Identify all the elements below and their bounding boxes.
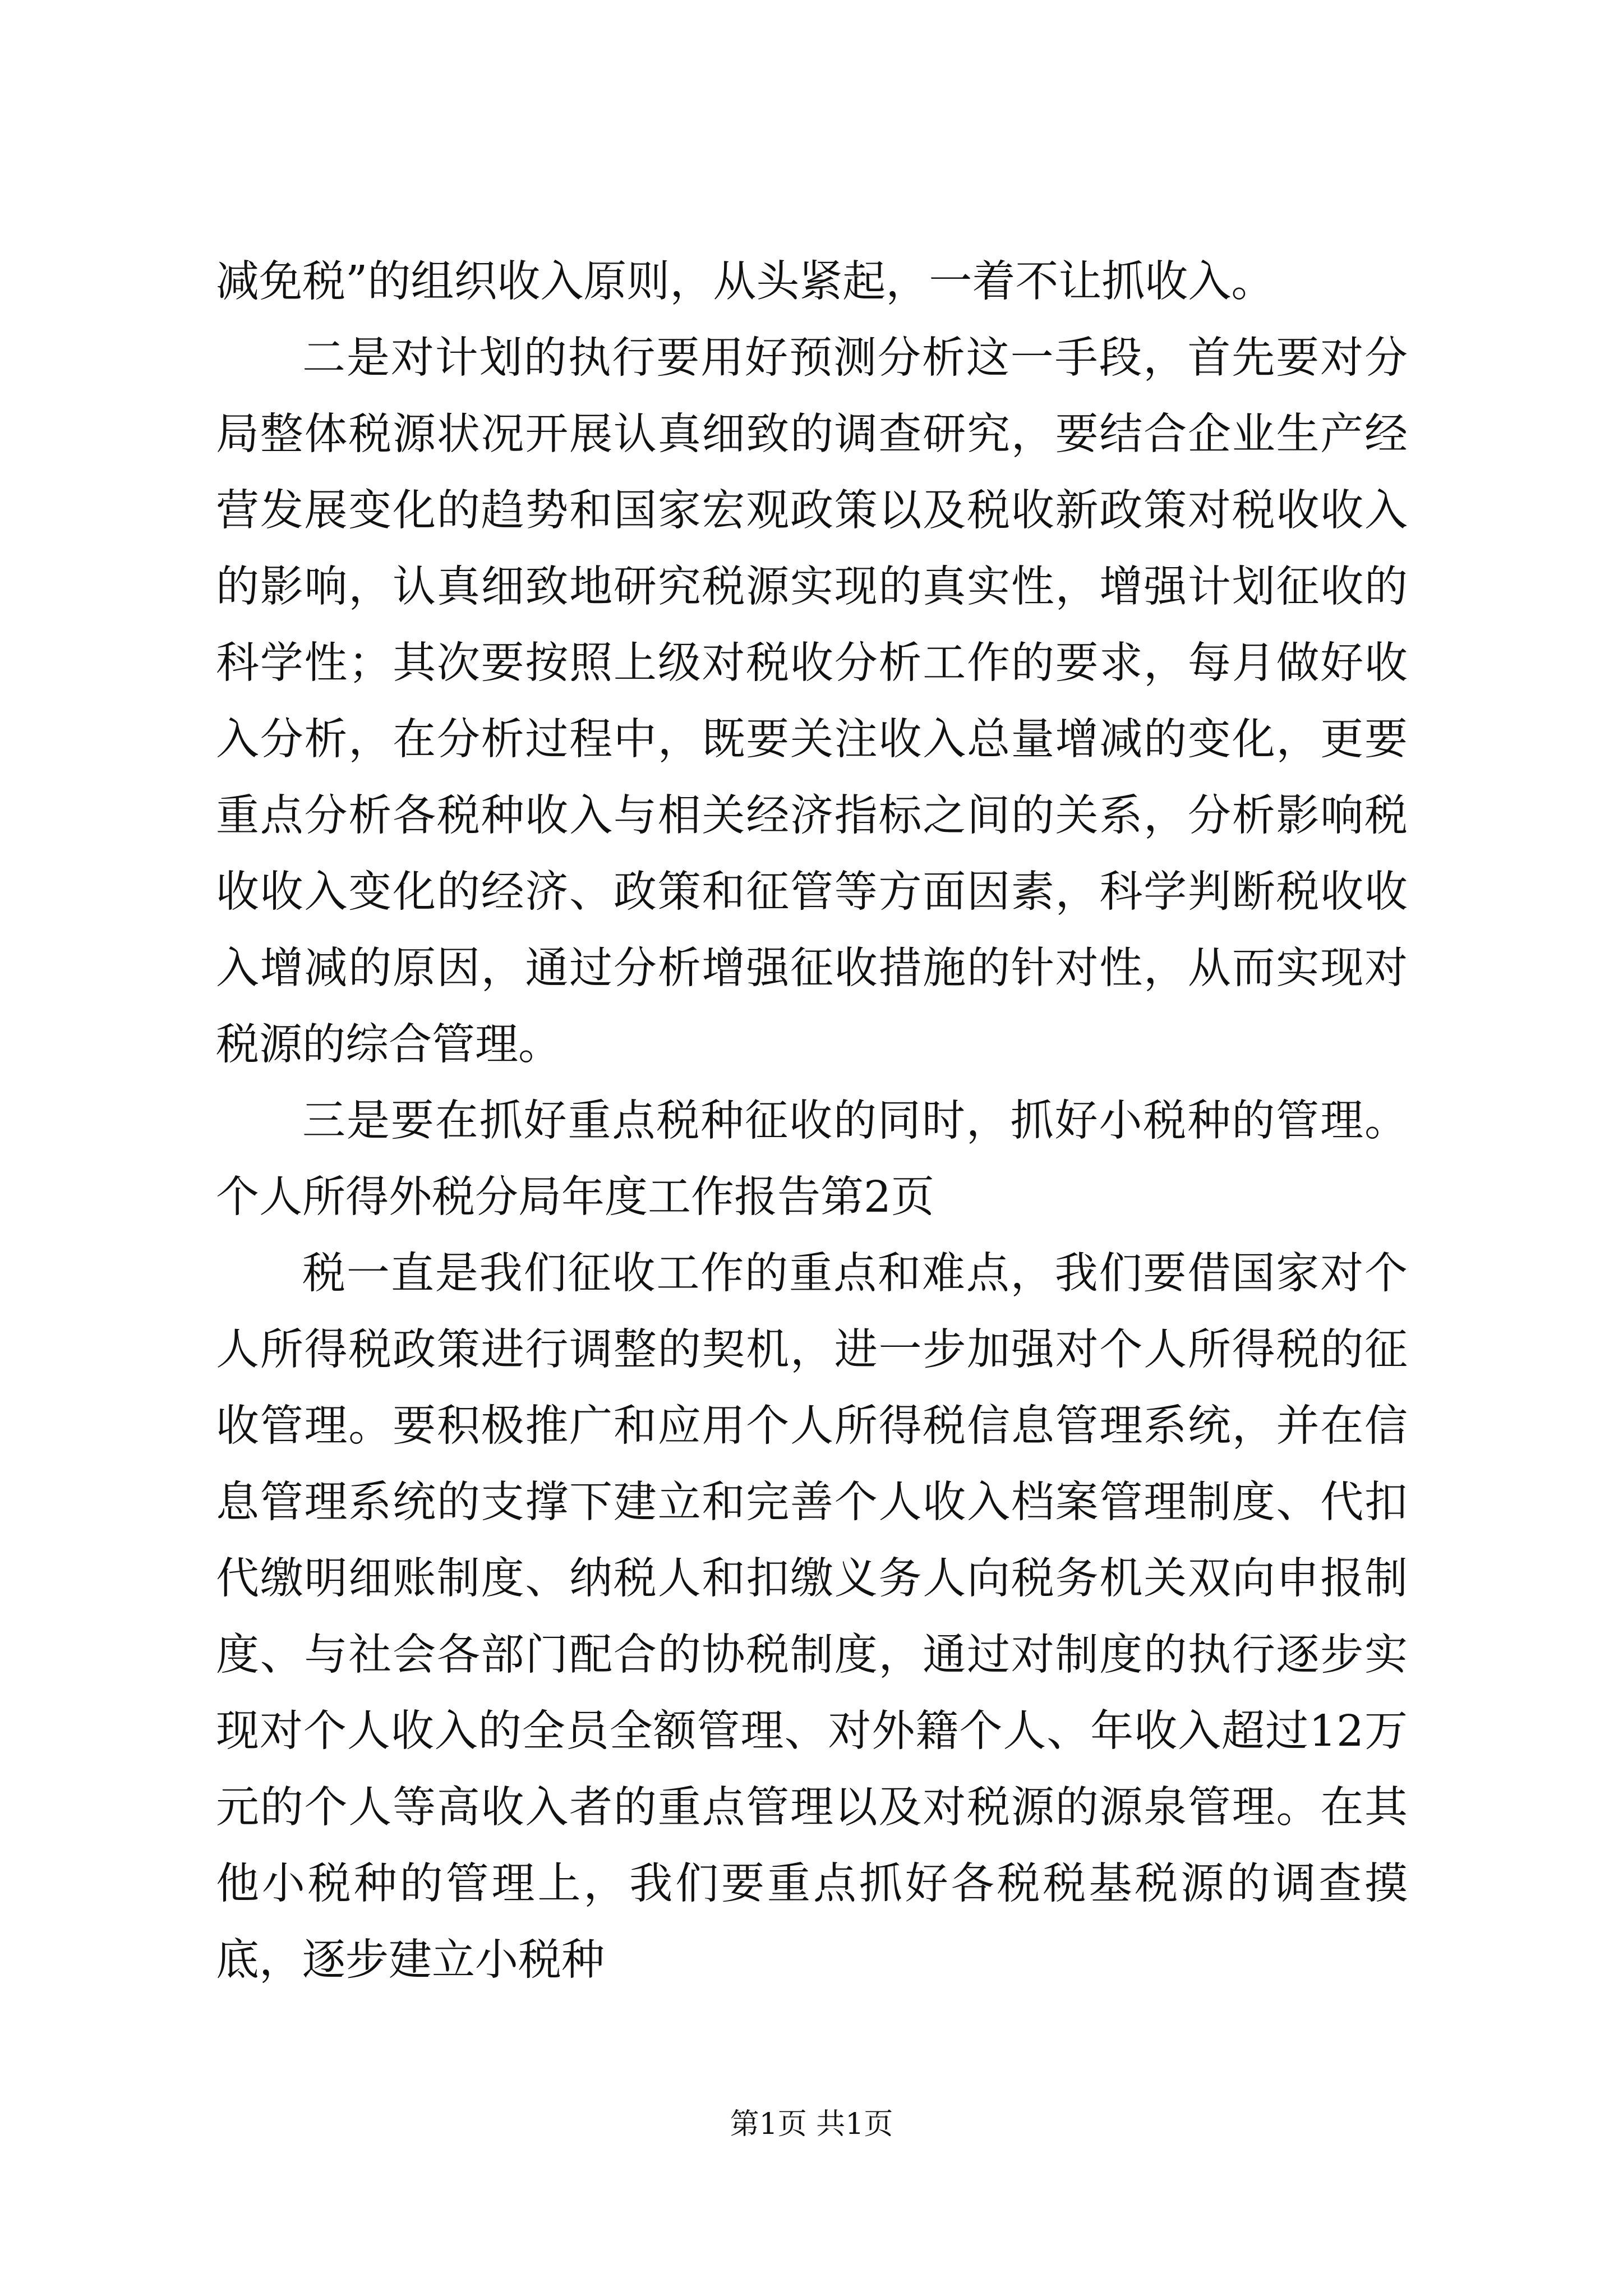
page-footer: 第1页 共1页 — [730, 2108, 893, 2141]
paragraph-2: 二是对计划的执行要用好预测分析这一手段，首先要对分局整体税源状况开展认真细致的调查研究，要结合企业生产经营发展变化的趋势和国家宏观政策以及税收新政策对税收收入的影响，认真细致地研究税源实现的真实性，增强计划征收的科学性；其次要按照上级对税收分析工作的要求，每月做好收入分析，在分析过程中，既要关注收入总量增减的变化，更要重点分析各税种收入与相关经济指标之间的关系，分析影响税收收入变化的经济、政策和征管等方面因素，科学判断税收收入增减的原因，通过分析增强征收措施的针对性，从而实现对税源的综合管理。 — [216, 333, 1408, 1070]
document-body — [216, 244, 1408, 1999]
paragraph-4: 税一直是我们征收工作的重点和难点，我们要借国家对个人所得税政策进行调整的契机，进一步加强对个人所得税的征收管理。要积极推广和应用个人所得税信息管理系统，并在信息管理系统的支撑下建立和完善个人收入档案管理制度、代扣代缴明细账制度、纳税人和扣缴义务人向税务机关双向申报制度、与社会各部门配合的协税制度，通过对制度的执行逐步实现对个人收入的全员全额管理、对外籍个人、年收入超过12万元的个人等高收入者的重点管理以及对税源的源泉管理。在其他小税种的管理上，我们要重点抓好各税税基税源的调查摸底，逐步建立小税种 — [216, 1249, 1408, 1985]
paragraph-1: 减免税”的组织收入原则，从头紧起，一着不让抓收入。 — [216, 257, 1275, 307]
paragraph-3: 三是要在抓好重点税种征收的同时，抓好小税种的管理。个人所得外税分局年度工作报告第2页 — [216, 1096, 1408, 1222]
